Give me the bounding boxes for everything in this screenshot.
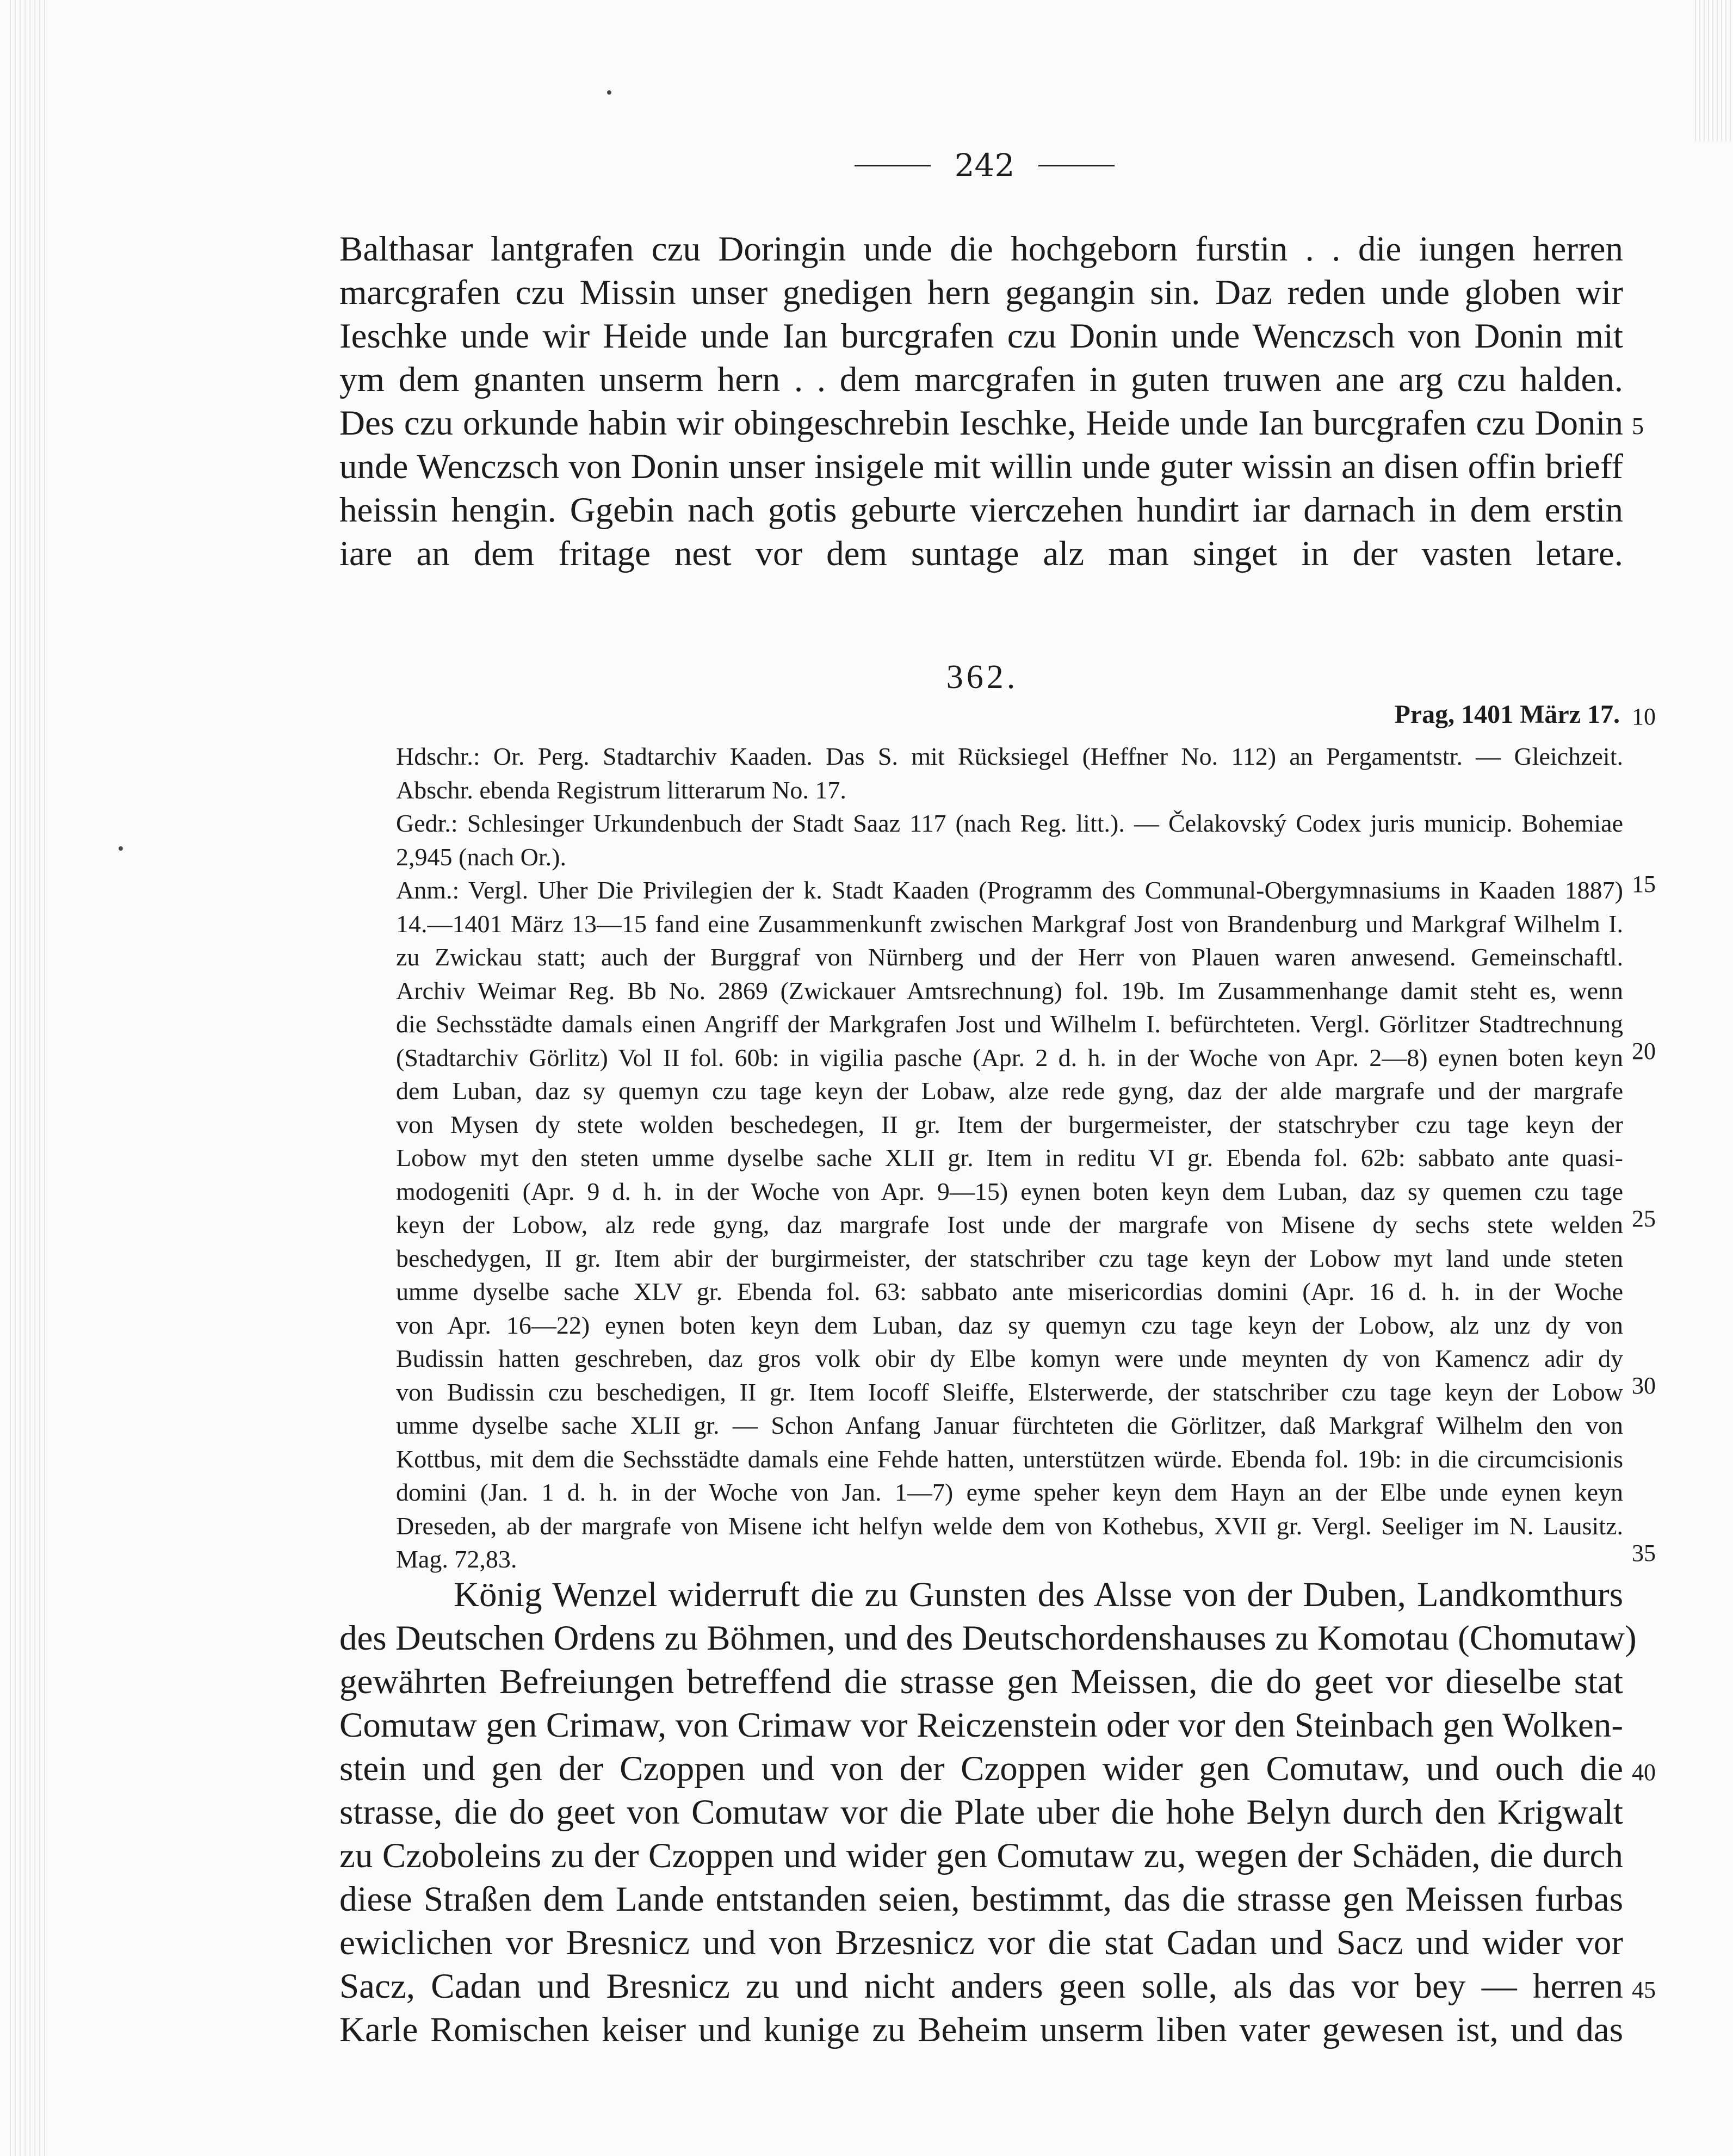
line-number: 15 <box>1632 871 1656 897</box>
footnote-line: (Stadtarchiv Görlitz) Vol II fol. 60b: in vigilia pasche (Apr. 2 d. h. in der Woche von Apr. 2—8) eynen boten keyn <box>396 1043 1623 1071</box>
header-rule-right <box>1038 165 1115 166</box>
speck <box>607 90 611 95</box>
text-line: marcgrafen czu Missin unser gnedigen hern gegangin sin. Daz reden unde globen wir <box>339 273 1623 312</box>
text-line: des Deutschen Ordens zu Böhmen, und des Deutschordenshauses zu Komotau (Chomutaw) <box>339 1619 1637 1658</box>
place-date: Prag, 1401 März 17. <box>1394 700 1620 729</box>
footnote-line: Archiv Weimar Reg. Bb No. 2869 (Zwickauer Amtsrechnung) fol. 19b. Im Zusammenhange damit steht es, wenn <box>396 976 1623 1005</box>
footnote-line: zu Zwickau statt; auch der Burggraf von Nürnberg und der Herr von Plauen waren anwesend. Gemeinschaftl. <box>396 943 1623 971</box>
text-line: Karle Romischen keiser und kunige zu Beheim unserm liben vater gewesen ist, und das <box>339 2010 1623 2049</box>
main-paragraph <box>339 1573 1637 2052</box>
text-line: gewährten Befreiungen betreffend die strasse gen Meissen, die do geet vor dieselbe stat <box>339 1662 1623 1701</box>
footnote-line: Kottbus, mit dem die Sechsstädte damals eine Fehde hatten, unterstützen würde. Ebenda fol. 19b: in die circumcisionis <box>396 1445 1623 1473</box>
footnote-line: Hdschr.: Or. Perg. Stadtarchiv Kaaden. Das S. mit Rücksiegel (Heffner No. 112) an Pergamentstr. — Gleichzeit. <box>396 742 1623 770</box>
line-number: 25 <box>1632 1205 1656 1232</box>
text-line: strasse, die do geet von Comutaw vor die Plate uber die hohe Belyn durch den Krigwalt <box>339 1793 1623 1832</box>
top-paragraph <box>339 227 1623 575</box>
line-number: 10 <box>1632 703 1656 730</box>
footnote-line: 2,945 (nach Or.). <box>396 842 566 871</box>
line-number: 40 <box>1632 1759 1656 1786</box>
text-line: Sacz, Cadan und Bresnicz zu und nicht anders geen solle, als das vor bey — herren <box>339 1967 1623 2006</box>
footnote-line: dem Luban, daz sy quemyn czu tage keyn der Lobaw, alze rede gyng, daz der alde margrafe und der margrafe <box>396 1077 1623 1105</box>
footnote-line: Lobow myt den steten umme dyselbe sache XLII gr. Item in reditu VI gr. Ebenda fol. 62b: sabbato ante quasi- <box>396 1144 1623 1172</box>
text-line: Comutaw gen Crimaw, von Crimaw vor Reiczenstein oder vor den Steinbach gen Wolken- <box>339 1706 1623 1745</box>
footnote-line: Anm.: Vergl. Uher Die Privilegien der k. Stadt Kaaden (Programm des Communal-Obergymnasiums in Kaaden 1887) <box>396 876 1623 904</box>
speck <box>119 846 123 851</box>
line-number: 30 <box>1632 1372 1656 1399</box>
text-line: ym dem gnanten unserm hern . . dem marcgrafen in guten truwen ane arg czu halden. <box>339 360 1623 399</box>
header-rule-left <box>855 165 931 166</box>
footnote-line: umme dyselbe sache XLV gr. Ebenda fol. 63: sabbato ante misericordias domini (Apr. 16 d. h. in der Woche <box>396 1278 1623 1305</box>
text-line: Balthasar lantgrafen czu Doringin unde die hochgeborn furstin . . die iungen herren <box>339 230 1623 269</box>
footnote-line: modogeniti (Apr. 9 d. h. in der Woche von Apr. 9—15) eynen boten keyn dem Luban, daz sy quemen czu tage <box>396 1177 1623 1205</box>
text-line: iare an dem fritage nest vor dem suntage alz man singet in der vasten letare. <box>339 534 1623 573</box>
scan-right-margin <box>1695 0 1733 141</box>
text-line: unde Wenczsch von Donin unser insigele mit willin unde guter wissin an disen offin brieff <box>339 447 1623 486</box>
footnote-line: von Budissin czu beschedigen, II gr. Item Iocoff Sleiffe, Elsterwerde, der statschriber czu tage keyn der Lobow <box>396 1378 1623 1406</box>
footnote-line: domini (Jan. 1 d. h. in der Woche von Jan. 1—7) eyme speher keyn dem Hayn an der Elbe unde eynen keyn <box>396 1478 1623 1506</box>
page-number: 242 <box>954 147 1015 184</box>
text-line: Des czu orkunde habin wir obingeschrebin Ieschke, Heide unde Ian burcgrafen czu Donin <box>339 404 1623 443</box>
line-number: 5 <box>1632 413 1644 439</box>
text-line: diese Straßen dem Lande entstanden seien, bestimmt, das die strasse gen Meissen furbas <box>339 1880 1623 1919</box>
footnote-line: keyn der Lobow, alz rede gyng, daz margrafe Iost unde der margrafe von Misene dy sechs stete welden <box>396 1211 1623 1238</box>
footnote-line: von Mysen dy stete wolden beschedegen, II gr. Item der burgermeister, der statschryber czu tage keyn der <box>396 1110 1623 1138</box>
footnote-line: Budissin hatten geschreben, daz gros volk obir dy Elbe komyn were unde meynten dy von Kamencz adir dy <box>396 1345 1623 1372</box>
text-line: heissin hengin. Ggebin nach gotis geburte vierczehen hundirt iar darnach in dem erstin <box>339 491 1623 530</box>
text-line: ewiclichen vor Bresnicz und von Brzesnicz vor die stat Cadan und Sacz und wider vor <box>339 1923 1623 1962</box>
footnote-line: Gedr.: Schlesinger Urkundenbuch der Stadt Saaz 117 (nach Reg. litt.). — Čelakovský Codex juris municip. Bohemiae <box>396 809 1623 837</box>
line-number: 35 <box>1632 1540 1656 1566</box>
page-header <box>832 147 1137 184</box>
text-line: König Wenzel widerruft die zu Gunsten des Alsse von der Duben, Landkomthurs <box>454 1575 1623 1614</box>
scan-left-margin <box>10 0 48 2156</box>
footnote-line: die Sechsstädte damals einen Angriff der Markgrafen Jost und Wilhelm I. befürchteten. Vergl. Görlitzer Stadtrechnung <box>396 1010 1623 1038</box>
line-number: 45 <box>1632 1977 1656 2003</box>
footnote-line: beschedygen, II gr. Item abir der burgirmeister, der statschriber czu tage keyn der Lobow myt land unde steten <box>396 1244 1623 1272</box>
footnote-line: Abschr. ebenda Registrum litterarum No. 17. <box>396 776 846 804</box>
text-line: zu Czoboleins zu der Czoppen und wider gen Comutaw zu, wegen der Schäden, die durch <box>339 1836 1623 1875</box>
line-number: 20 <box>1632 1038 1656 1064</box>
text-line: stein und gen der Czoppen und von der Czoppen wider gen Comutaw, und ouch die <box>339 1749 1623 1788</box>
footnote-apparatus <box>396 740 1623 1576</box>
footnote-line: von Apr. 16—22) eynen boten keyn dem Luban, daz sy quemyn czu tage keyn der Lobow, alz unz dy von <box>396 1311 1623 1339</box>
footnote-line: 14.—1401 März 13—15 fand eine Zusammenkunft zwischen Markgraf Jost von Brandenburg und Markgraf Wilhelm I. <box>396 909 1623 938</box>
footnote-line: Dreseden, ab der margrafe von Misene icht helfyn welde dem von Kothebus, XVII gr. Vergl. Seeliger im N. Lausitz. <box>396 1511 1623 1540</box>
text-line: Ieschke unde wir Heide unde Ian burcgrafen czu Donin unde Wenczsch von Donin mit <box>339 317 1623 356</box>
footnote-line: Mag. 72,83. <box>396 1545 517 1573</box>
footnote-line: umme dyselbe sache XLII gr. — Schon Anfang Januar fürchteten die Görlitzer, daß Markgraf Wilhelm den von <box>396 1411 1623 1439</box>
document-number: 362. <box>946 659 1019 696</box>
